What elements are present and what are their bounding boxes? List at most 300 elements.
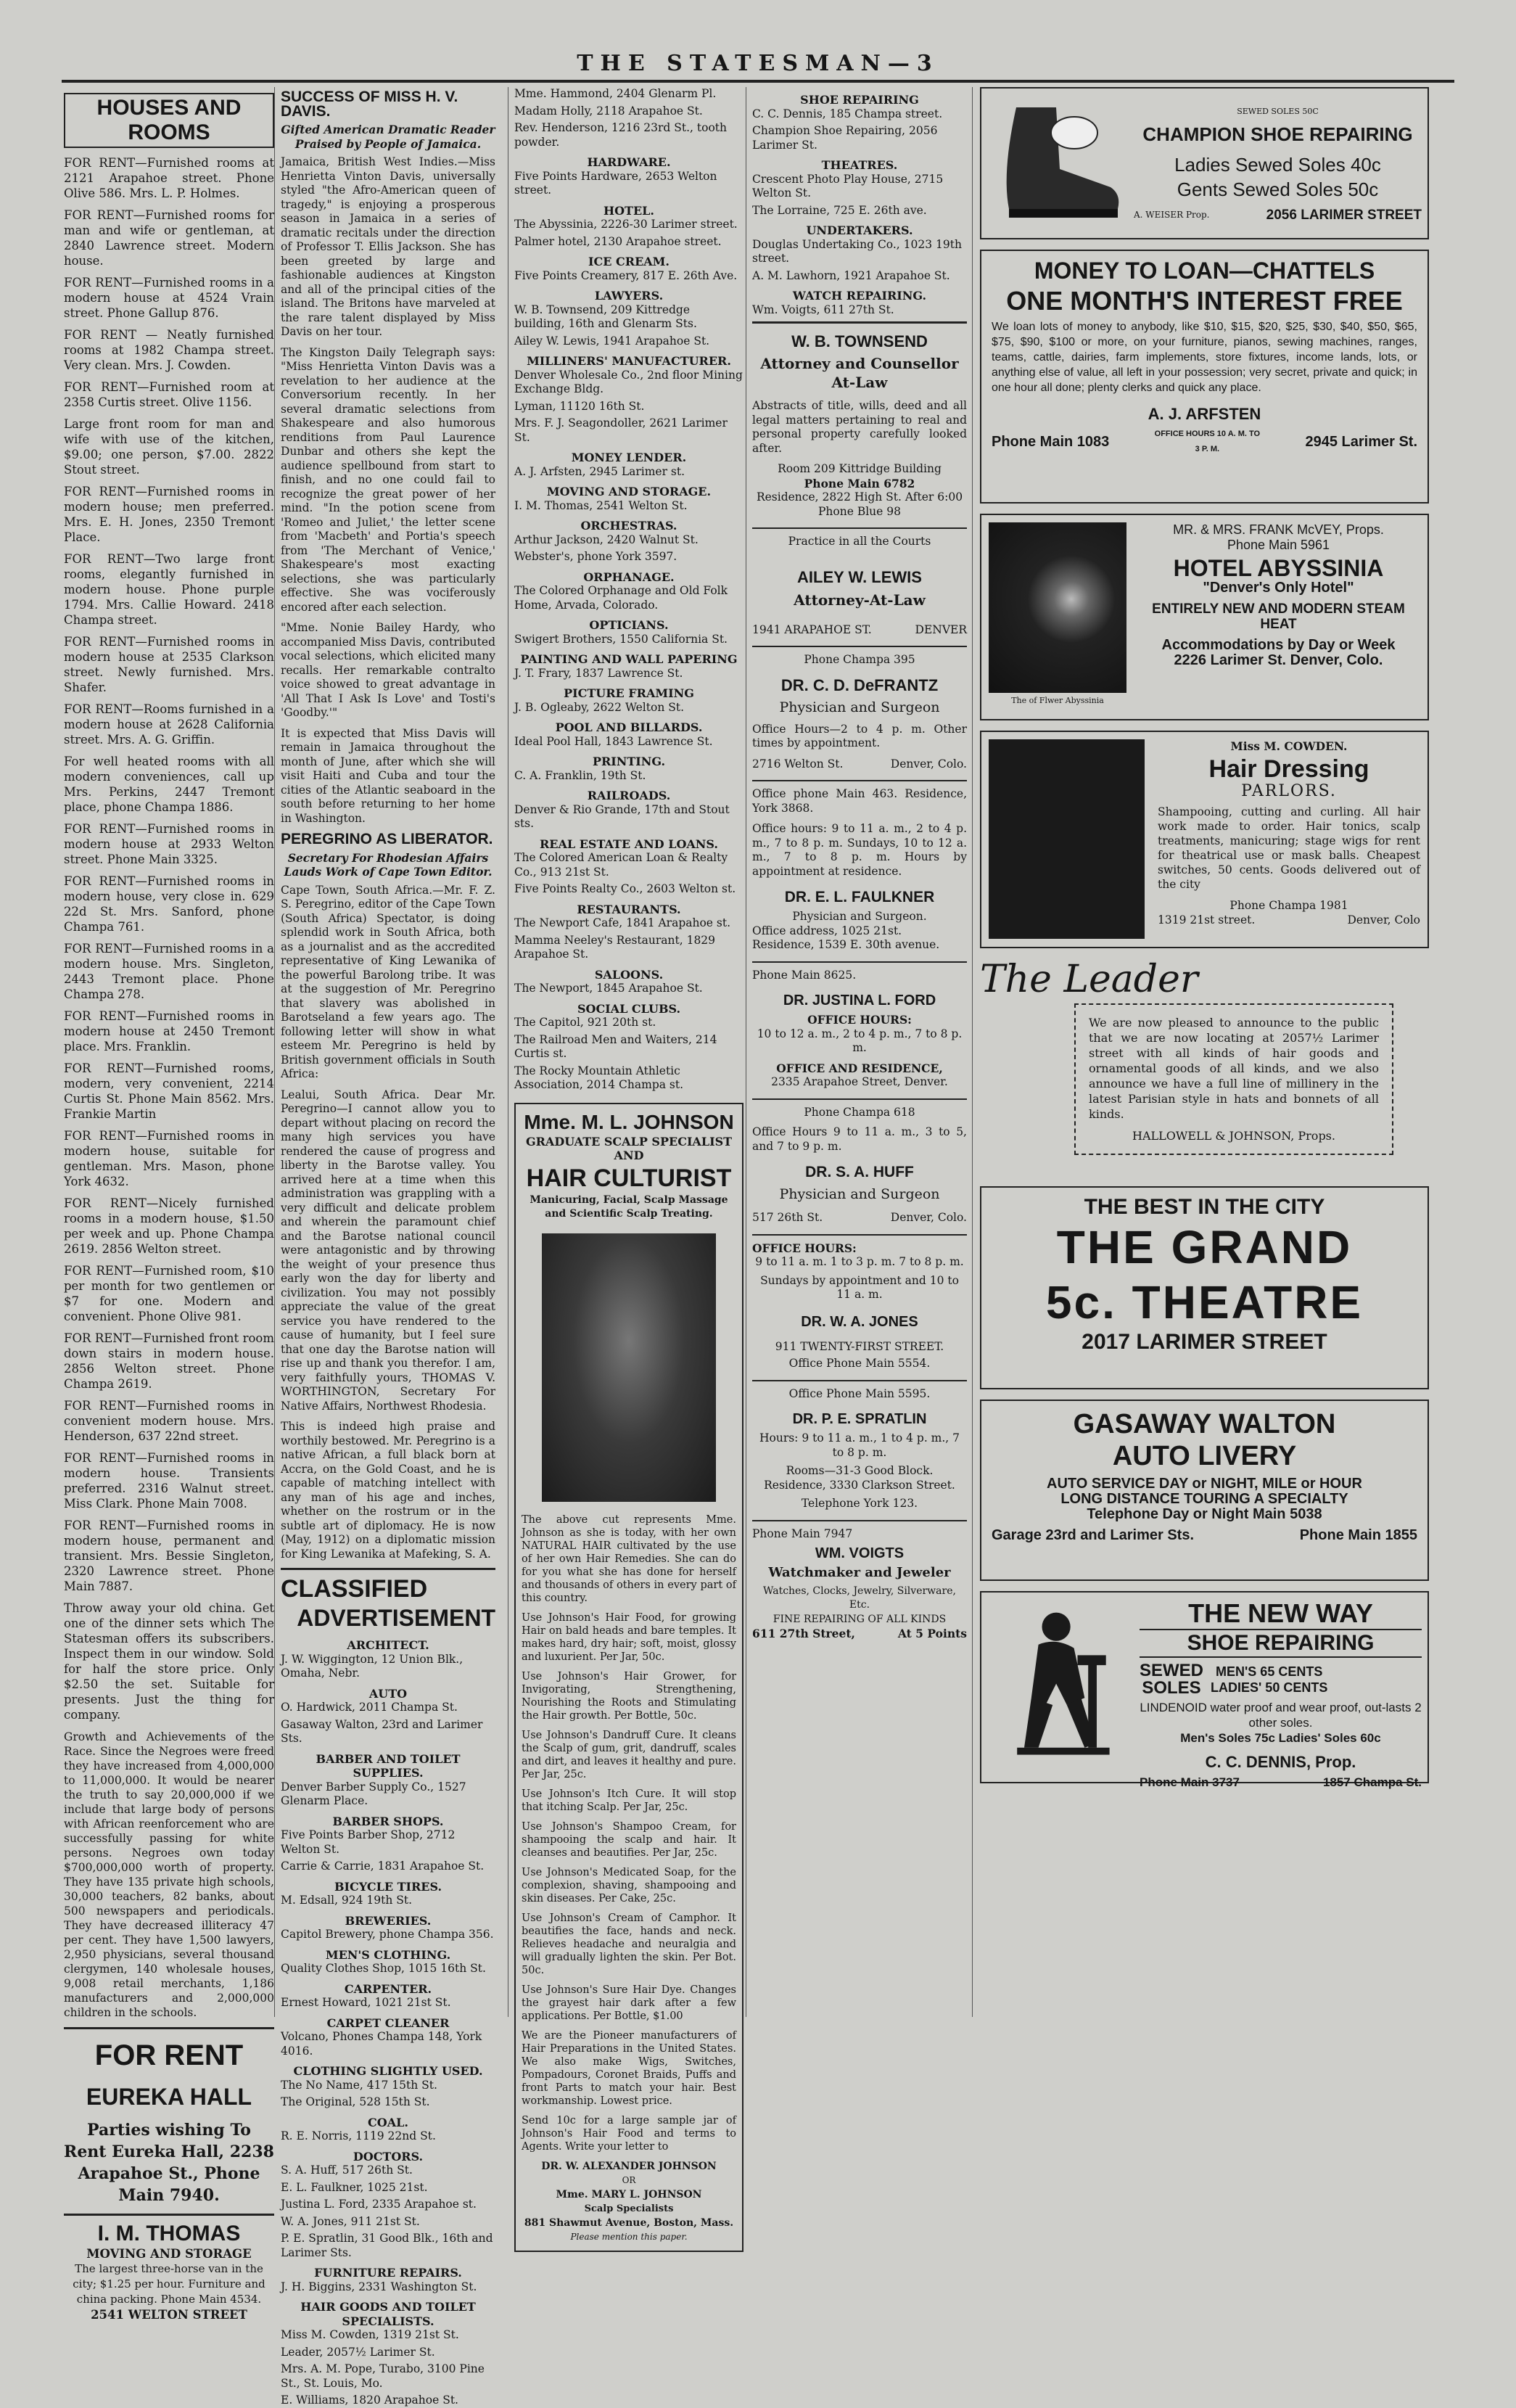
directory-entry: C. A. Franklin, 19th St.: [514, 768, 646, 782]
hotel-heat: ENTIRELY NEW AND MODERN STEAM HEAT: [1152, 601, 1405, 632]
newway-ladies: LADIES' 50 CENTS: [1211, 1680, 1328, 1695]
defrantz-card: [752, 646, 967, 771]
johnson-addr2: OR: [622, 2175, 636, 2185]
directory-entry: Ernest Howard, 1021 21st St.: [281, 1996, 451, 2009]
johnson-paragraph: Send 10c for a large sample jar of Johnson's Hair Food and terms to Agents. Write your letter to: [522, 2114, 736, 2153]
directory-heading: CLOTHING SLIGHTLY USED.: [293, 2064, 483, 2078]
directory-entry: Denver & Rio Grande, 17th and Stout sts.: [514, 802, 730, 830]
spratlin-card: [752, 1380, 967, 1511]
walton-service: AUTO SERVICE DAY or NIGHT, MILE or HOUR: [1047, 1476, 1362, 1492]
directory-heading: SALOONS.: [594, 967, 664, 982]
voigts-at: At 5 Points: [897, 1627, 967, 1640]
jones-sun: Sundays by appointment and 10 to 11 a. m.: [760, 1273, 959, 1301]
classified-directory: [281, 1638, 495, 2408]
directory-entry: The Newport Cafe, 1841 Arapahoe st.: [514, 916, 731, 929]
peregrino-subtitle: Secretary For Rhodesian Affairs Lauds Work of Cape Town Editor.: [284, 850, 493, 879]
directory-entry: Carrie & Carrie, 1831 Arapahoe St.: [281, 1860, 485, 1873]
walton-touring: LONG DISTANCE TOURING A SPECIALTY: [1060, 1491, 1348, 1507]
directory-heading: AUTO: [368, 1686, 408, 1701]
rental-ad: FOR RENT—Furnished room, $10 per month for two gentlemen or $7 for one. Modern and convenient. Phone Olive 981.: [64, 1264, 274, 1323]
rental-ad: FOR RENT—Furnished rooms, modern, very convenient, 2214 Curtis St. Phone Main 8562. Mrs. Frankie Martin: [64, 1061, 274, 1121]
grand-addr: 2017 LARIMER STREET: [1082, 1330, 1327, 1354]
article-paragraph: It is expected that Miss Davis will remain in Jamaica throughout the month of June, after which she will visit Haiti and Cuba and tour the cities of the Atlantic seaboard in the south before returning to her home in Washington.: [281, 726, 495, 825]
defrantz-addr: 2716 Welton St.: [752, 757, 844, 771]
directory-heading: MONEY LENDER.: [571, 451, 687, 464]
directory-entry: The Colored Orphanage and Old Folk Home, Arvada, Colorado.: [514, 584, 728, 612]
walton-phone: Phone Main 1855: [1299, 1527, 1417, 1543]
directory-entry: C. C. Dennis, 185 Champa street.: [752, 107, 943, 120]
jones-name: DR. W. A. JONES: [801, 1313, 918, 1330]
cowden-city: Denver, Colo: [1347, 913, 1420, 926]
huff-hours: Office Hours 9 to 11 a. m., 3 to 5, and 7 to 9 p. m.: [752, 1125, 967, 1153]
johnson-addr6: Please mention this paper.: [570, 2232, 688, 2242]
money-body: We loan lots of money to anybody, like $10, $15, $20, $25, $30, $40, $50, $65, $75, $90, $100 or more, on your furniture, pianos, sewing machines, ranges, teams, cattle, dairies, farm implements, store fixtures, income lands, lots, or anything else of value, all left in your possession; very secret, private and quick; in one hour all done; plenty clerks and quick any place.: [992, 321, 1417, 394]
champion-gents: Gents Sewed Soles 50c: [1177, 178, 1379, 200]
top-rule: [62, 80, 1454, 83]
directory-entry: The Original, 528 15th St.: [281, 2095, 430, 2108]
rental-ad: FOR RENT—Furnished rooms in modern house at 2450 Tremont place. Mrs. Franklin.: [64, 1009, 274, 1053]
directory-entry: Crescent Photo Play House, 2715 Welton St.: [752, 172, 944, 200]
newway-prop: C. C. DENNIS, Prop.: [1205, 1753, 1356, 1771]
money-name: A. J. ARFSTEN: [1148, 405, 1261, 423]
directory-heading: RAILROADS.: [587, 789, 671, 802]
lewis-city: DENVER: [915, 622, 967, 636]
ford-hours: 10 to 12 a. m., 2 to 4 p. m., 7 to 8 p. m.: [757, 1027, 963, 1054]
voigts-addr: 611 27th Street,: [752, 1627, 855, 1640]
rental-ad: FOR RENT—Furnished rooms in modern house. Transients preferred. 2316 Walnut street. Miss Clark. Phone Main 7008.: [64, 1451, 274, 1511]
lewis-name: AILEY W. LEWIS: [797, 567, 922, 586]
eureka-hall-title: EUREKA HALL: [86, 2084, 252, 2110]
directory-entry: The No Name, 417 15th St.: [281, 2078, 437, 2092]
money-title1: MONEY TO LOAN—CHATTELS: [1034, 258, 1375, 284]
voigts-phone: Phone Main 7947: [752, 1526, 853, 1540]
champion-prop: A. WEISER Prop.: [1134, 210, 1210, 220]
directory-heading: MOVING AND STORAGE.: [546, 485, 712, 498]
directory-heading: LAWYERS.: [594, 289, 664, 303]
rental-ad: FOR RENT—Furnished rooms in modern house at 2535 Clarkson street. Newly furnished. Mrs. Shafer.: [64, 635, 274, 694]
column-houses-and-rooms: [64, 87, 274, 2322]
huff-addr: 517 26th St.: [752, 1211, 823, 1224]
cowden-ad: [980, 731, 1429, 948]
johnson-ad: [514, 1103, 743, 2252]
hotel-addr: 2226 Larimer St. Denver, Colo.: [1174, 652, 1383, 668]
faulkner-hours: Office hours: 9 to 11 a. m., 2 to 4 p. m., 7 to 8 p. m. Sundays, 10 to 12 a. m., 7 to 8 p. m. Hours by appointment at residence.: [752, 822, 967, 878]
cowden-sub: PARLORS.: [1241, 782, 1337, 800]
rental-ad: FOR RENT—Furnished rooms at 2121 Arapahoe street. Phone Olive 586. Mrs. L. P. Holmes.: [64, 156, 274, 200]
newway-addr: 1857 Champa St.: [1322, 1775, 1422, 1789]
voigts-fine: FINE REPAIRING OF ALL KINDS: [773, 1613, 947, 1625]
townsend-res: Residence, 2822 High St. After 6:00 Phone Blue 98: [756, 490, 963, 518]
voigts-card: [752, 1520, 967, 1641]
directory-heading: OPTICIANS.: [589, 618, 669, 632]
newway-soles: SOLES: [1142, 1678, 1201, 1698]
advertisement-title: ADVERTISEMENT: [297, 1605, 495, 1631]
directory-entry: Denver Barber Supply Co., 1527 Glenarm Place.: [281, 1780, 466, 1807]
voigts-name: WM. VOIGTS: [815, 1545, 905, 1561]
directory-heading: ARCHITECT.: [347, 1638, 429, 1652]
johnson-addr5: 881 Shawmut Avenue, Boston, Mass.: [524, 2216, 734, 2229]
leader-body: We are now pleased to announce to the public that we are now locating at 2057½ Larimer street with all kinds of hair goods and ornamental goods of all kinds, and we also announce we have a full line of millinery in the latest Parisian style in hats and bonnets of all kinds.: [1089, 1016, 1379, 1121]
directory-heading: BARBER AND TOILET SUPPLIES.: [316, 1751, 461, 1780]
rental-ad: FOR RENT—Furnished rooms in modern house at 2933 Welton street. Phone Main 3325.: [64, 822, 274, 866]
townsend-name: W. B. TOWNSEND: [791, 332, 928, 350]
johnson-paragraph: Use Johnson's Dandruff Cure. It cleans the Scalp of gum, grit, dandruff, scales and dirt, and leaves it healthy and pure. Per Jar, 25c.: [522, 1729, 736, 1780]
peregrino-title: PEREGRINO AS LIBERATOR.: [281, 831, 493, 847]
directory-entry: Rev. Henderson, 1216 23rd St., tooth powder.: [514, 121, 728, 149]
rental-ads: [64, 155, 274, 1722]
johnson-paragraph: The above cut represents Mme. Johnson as she is today, with her own NATURAL HAIR cultivated by the use of her own Hair Remedies. She can do for you what she has done for herself and thousands of others in every part of this country.: [522, 1513, 736, 1604]
johnson-paragraph: Use Johnson's Cream of Camphor. It beautifies the face, hands and neck. Relieves headache and neuralgia and will gradually lighten the skin. Per Bot. 50c.: [522, 1912, 736, 1976]
grand-theatre-ad: [980, 1186, 1429, 1389]
lewis-pre: Practice in all the Courts: [788, 535, 931, 548]
ford-card: [752, 961, 967, 1090]
faulkner-name: DR. E. L. FAULKNER: [784, 889, 935, 905]
directory-entry: M. Edsall, 924 19th St.: [281, 1894, 413, 1907]
directory-entry: Ailey W. Lewis, 1941 Arapahoe St.: [514, 334, 710, 348]
huff-phone: Phone Champa 618: [804, 1105, 915, 1119]
directory-heading: ORCHESTRAS.: [580, 519, 677, 533]
growth-article: Growth and Achievements of the Race. Since the Negroes were freed they have increased from 4,000,000 to 11,000,000. It would be nearer the truth to say 20,000,000 if we include that large body of persons with African reenforcement who are successfully passing for white persons. Negroes own today $700,000,000 worth of property. They have 135 private high schools, 30,000 teachers, 82 banks, about 500 newspapers and periodicals. They have decreased illiteracy 47 per cent. They have 1,500 lawyers, 2,950 physicians, several thousand clergymen, 140 wholesale houses, 9,008 retail merchants, 1,186 manufacturers and 2,000,000 children in the schools.: [64, 1730, 274, 2019]
directory-entry: I. M. Thomas, 2541 Welton St.: [514, 498, 688, 512]
rental-ad: Large front room for man and wife with use of the kitchen, $9.00; one person, $7.00. 2822 Stout street.: [64, 417, 274, 477]
defrantz-city: Denver, Colo.: [890, 757, 967, 771]
directory-entry: Five Points Barber Shop, 2712 Welton St.: [281, 1828, 456, 1856]
directory-heading: ICE CREAM.: [588, 255, 670, 268]
newway-sub: SHOE REPAIRING: [1140, 1629, 1422, 1658]
cowden-phone: Phone Champa 1981: [1229, 899, 1348, 912]
johnson-paragraph: Use Johnson's Medicated Soap, for the complexion, shaving, shampooing and skin diseases. Per Cake, 25c.: [522, 1866, 736, 1904]
directory-entry: W. B. Townsend, 209 Kittredge building, 16th and Glenarm Sts.: [514, 303, 697, 330]
voigts-title: Watchmaker and Jeweler: [768, 1565, 951, 1580]
directory-entry: A. M. Lawhorn, 1921 Arapahoe St.: [752, 268, 950, 282]
directory-heading: UNDERTAKERS.: [806, 223, 913, 237]
directory-heading: HAIR GOODS AND TOILET SPECIALISTS.: [300, 2300, 476, 2328]
ford-hours-head: OFFICE HOURS:: [807, 1013, 912, 1027]
directory-heading: CARPET CLEANER: [326, 2015, 450, 2030]
money-addr: 2945 Larimer St.: [1305, 433, 1417, 450]
jones-addr: 911 TWENTY-FIRST STREET.: [775, 1339, 944, 1353]
money-phone: Phone Main 1083: [992, 433, 1110, 450]
johnson-paragraph: We are the Pioneer manufacturers of Hair Preparations in the United States. We also make Wigs, Switches, Pompadours, Coronet Braids, Puffs and front Parts to match your hair. Best workmanship. Lowest price.: [522, 2029, 736, 2107]
grand-best: THE BEST IN THE CITY: [1084, 1195, 1325, 1219]
johnson-paragraph: Use Johnson's Hair Grower, for Invigorating, Strengthening, Nourishing the Roots and Stimulating the Hair growth. Per Bottle, 50c.: [522, 1670, 736, 1722]
directory-heading: COAL.: [368, 2115, 408, 2129]
thomas-addr: 2541 WELTON STREET: [91, 2308, 247, 2322]
rental-ad: FOR RENT—Furnished rooms in a modern house. Mrs. Singleton, 2443 Tremont place. Phone Champa 278.: [64, 942, 274, 1001]
directory-heading: MILLINERS' MANUFACTURER.: [527, 354, 731, 368]
rental-ad: FOR RENT—Furnished rooms in convenient modern house. Mrs. Henderson, 637 22nd street.: [64, 1399, 274, 1443]
money-hours: OFFICE HOURS 10 A. M. TO 3 P. M.: [1154, 430, 1261, 453]
champion-addr: 2056 LARIMER STREET: [1266, 207, 1422, 223]
voigts-goods: Watches, Clocks, Jewelry, Silverware, Etc.: [763, 1585, 956, 1611]
newway-sewed: SEWED: [1140, 1661, 1204, 1680]
directory-entry: Gasaway Walton, 23rd and Larimer Sts.: [281, 1717, 483, 1745]
directory-heading: CARPENTER.: [344, 1981, 432, 1996]
johnson-paragraph: Use Johnson's Shampoo Cream, for shampooing the scalp and hair. It cleanses and beautifies. Per Jar, 25c.: [522, 1820, 736, 1859]
directory-entry: J. H. Biggins, 2331 Washington St.: [281, 2280, 477, 2293]
johnson-tag1: GRADUATE SCALP SPECIALIST AND: [525, 1134, 733, 1162]
spratlin-name: DR. P. E. SPRATLIN: [792, 1411, 927, 1427]
column-display-ads: [972, 87, 1429, 2017]
directory-heading: PICTURE FRAMING: [564, 686, 694, 700]
directory-entry: J. B. Ogleaby, 2622 Welton St.: [514, 700, 684, 714]
hotel-abyssinia-ad: [980, 514, 1429, 720]
directory-heading: WATCH REPAIRING.: [792, 289, 927, 303]
directory-heading: POOL AND BILLARDS.: [555, 720, 703, 734]
houses-rooms-title: HOUSES AND ROOMS: [64, 93, 274, 148]
huff-title: Physician and Surgeon: [779, 1186, 940, 1202]
directory-heading: PAINTING AND WALL PAPERING: [520, 652, 738, 666]
directory-heading: BARBER SHOPS.: [332, 1814, 444, 1828]
townsend-room: Room 209 Kittridge Building: [778, 462, 942, 475]
directory-entry: Madam Holly, 2118 Arapahoe St.: [514, 104, 703, 118]
johnson-paragraph: Use Johnson's Itch Cure. It will stop that itching Scalp. Per Jar, 25c.: [522, 1788, 736, 1813]
newway-prices: Men's Soles 75c Ladies' Soles 60c: [1180, 1731, 1381, 1745]
newway-men: MEN'S 65 CENTS: [1216, 1664, 1323, 1679]
directory-entry: Mme. Hammond, 2404 Glenarm Pl.: [514, 87, 717, 100]
directory-entry: S. A. Huff, 517 26th St.: [281, 2163, 413, 2177]
walton-tel: Telephone Day or Night Main 5038: [1087, 1506, 1322, 1522]
townsend-card: [752, 321, 967, 519]
directory-entry: Mrs. F. J. Seagondoller, 2621 Larimer St.: [514, 416, 728, 444]
townsend-phone: Phone Main 6782: [804, 476, 915, 490]
leader-ad: [980, 958, 1429, 1176]
directory-entry: Swigert Brothers, 1550 California St.: [514, 632, 728, 646]
johnson-paragraph: Use Johnson's Sure Hair Dye. Changes the grayest hair dark after a few applications. Per Bottle, $1.00: [522, 1984, 736, 2022]
rental-ad: FOR RENT—Furnished rooms in modern house, suitable for gentleman. Mrs. Mason, phone York 4632.: [64, 1129, 274, 1188]
directory-entry: Mrs. A. M. Pope, Turabo, 3100 Pine St., St. Louis, Mo.: [281, 2362, 485, 2390]
faulkner-office: Office address, 1025 21st.: [752, 924, 902, 937]
hotel-accom: Accommodations by Day or Week: [1161, 637, 1396, 653]
jones-card: [752, 1234, 967, 1371]
column-directory-johnson: [508, 87, 743, 2242]
rental-ad: FOR RENT—Furnished rooms in modern house, very close in. 629 22d St. Mrs. Sanford, phone Champa 761.: [64, 874, 274, 934]
thomas-name: I. M. THOMAS: [97, 2222, 241, 2245]
spratlin-hours: Hours: 9 to 11 a. m., 1 to 4 p. m., 7 to 8 p. m.: [759, 1431, 960, 1459]
rental-ad: FOR RENT — Neatly furnished rooms at 1982 Champa street. Very clean. Mrs. J. Cowden.: [64, 328, 274, 372]
leader-props: HALLOWELL & JOHNSON, Props.: [1132, 1129, 1335, 1143]
directory-entry: Champion Shoe Repairing, 2056 Larimer St.: [752, 124, 938, 152]
directory-entry: Five Points Hardware, 2653 Welton street.: [514, 169, 717, 197]
rental-ad: FOR RENT—Furnished rooms in modern house; men preferred. Mrs. E. H. Jones, 2350 Tremont Place.: [64, 485, 274, 544]
directory-heading: FURNITURE REPAIRS.: [314, 2266, 462, 2280]
huff-name: DR. S. A. HUFF: [805, 1164, 914, 1180]
faulkner-res: Residence, 1539 E. 30th avenue.: [752, 938, 940, 951]
cowden-body: Shampooing, cutting and curling. All hair work made to order. Hair tonics, scalp treatments, manicuring; stage wigs for rent for theatrical use or mask balls. Cheapest switches, 50 cents. Goods delivered out of the city: [1158, 805, 1420, 891]
directory-heading: THEATRES.: [821, 158, 898, 172]
article-paragraph: "Mme. Nonie Bailey Hardy, who accompanied Miss Davis, contributed vocal selections, which elicited many recalls. Her remarkable contralto voice showed to great advantage in 'All That I Ask Is Love' and Tosti's 'Goodby.'": [281, 621, 495, 719]
directory-heading: MEN'S CLOTHING.: [325, 1947, 451, 1962]
cowden-title: Hair Dressing: [1208, 755, 1369, 783]
faulkner-pre: Office phone Main 463. Residence, York 3868.: [752, 787, 967, 815]
rental-ad: FOR RENT—Furnished rooms for man and wife or gentleman, at 2840 Lawrence street. Modern house.: [64, 208, 274, 268]
leader-title: The Leader: [980, 958, 1198, 1001]
defrantz-name: DR. C. D. DeFRANTZ: [780, 675, 939, 694]
peregrino-article: [281, 884, 495, 1562]
hotel-name: HOTEL ABYSSINIA: [1173, 555, 1384, 581]
directory-entry: Mamma Neeley's Restaurant, 1829 Arapahoe St.: [514, 933, 716, 961]
directory-heading: RESTAURANTS.: [577, 902, 681, 916]
business-directory: [514, 155, 743, 1093]
directory-heading: PRINTING.: [592, 755, 666, 768]
thomas-ad: [64, 2216, 274, 2322]
ford-name: DR. JUSTINA L. FORD: [783, 993, 936, 1008]
eureka-body: Parties wishing To Rent Eureka Hall, 2238 Arapahoe St., Phone Main 7940.: [64, 2121, 274, 2205]
money-title2: ONE MONTH'S INTEREST FREE: [1006, 286, 1403, 316]
cobbler-icon: [987, 1598, 1132, 1776]
rental-ad: FOR RENT—Two large front rooms, elegantly furnished in modern house. Phone purple 1794. Mrs. Callie Howard. 2418 Champa street.: [64, 552, 274, 627]
boot-icon: [987, 100, 1125, 227]
newway-body: LINDENOID water proof and wear proof, out-lasts 2 other soles.: [1140, 1701, 1422, 1730]
townsend-title: Attorney and Counsellor At-Law: [760, 355, 959, 391]
walton-garage: Garage 23rd and Larimer Sts.: [992, 1527, 1195, 1543]
rental-ad: FOR RENT—Rooms furnished in a modern house at 2628 California street. Mrs. A. G. Griffin.: [64, 702, 274, 747]
directory-entry: The Capitol, 921 20th st.: [514, 1016, 656, 1029]
walton-name: GASAWAY WALTON: [1073, 1409, 1336, 1439]
directory-heading: SOCIAL CLUBS.: [577, 1001, 681, 1016]
hotel-caption: The of Flwer Abyssinia: [1011, 696, 1104, 705]
directory-heading: BICYCLE TIRES.: [334, 1879, 442, 1894]
spratlin-res: Residence, 3330 Clarkson Street.: [764, 1478, 955, 1492]
johnson-portrait: [542, 1233, 716, 1502]
hotel-photo: [989, 522, 1126, 693]
walton-livery-ad: [980, 1400, 1429, 1581]
directory-entry: Volcano, Phones Champa 148, York 4016.: [281, 2030, 482, 2058]
column-professional-cards: [746, 87, 967, 2017]
rental-ad: FOR RENT—Furnished room at 2358 Curtis street. Olive 1156.: [64, 380, 274, 409]
classified-header: [281, 1568, 495, 1632]
article-paragraph: This is indeed high praise and worthily bestowed. Mr. Peregrino is a native African, a full black born at Accra, on the Gold Coast, and he is capable of matching intellect with any man of his age and inches, whether on the rostrum or in the subtle art of diplomacy. He is now (May, 1912) on a diplomatic mission for King Lewanika at Mafeking, S. A.: [281, 1420, 495, 1561]
defrantz-hours: Office Hours—2 to 4 p. m. Other times by appointment.: [752, 722, 967, 749]
directory-entry: Webster's, phone York 3597.: [514, 550, 677, 563]
spratlin-tel: Telephone York 123.: [801, 1497, 918, 1510]
davis-article: [281, 155, 495, 826]
directory-entry: Leader, 2057½ Larimer St.: [281, 2345, 435, 2359]
jones-phone: Office Phone Main 5554.: [788, 1357, 931, 1370]
directory-entry: O. Hardwick, 2011 Champa St.: [281, 1701, 458, 1714]
new-way-shoe-ad: [980, 1591, 1429, 1789]
walton-livery: AUTO LIVERY: [1112, 1441, 1297, 1471]
directory-heading: ORPHANAGE.: [583, 570, 675, 584]
davis-subtitle: Gifted American Dramatic Reader Praised by People of Jamaica.: [281, 123, 495, 151]
faulkner-title: Physician and Surgeon.: [792, 910, 927, 923]
rental-ad: Throw away your old china. Get one of the dinner sets which The Statesman offers its subscribers. Inspect them in our window. Sold for half the store price. Only $2.50 the set. Suitable for presents. Just the thing for company.: [64, 1601, 274, 1722]
directory-entry: Five Points Realty Co., 2603 Welton st.: [514, 882, 736, 895]
article-paragraph: Cape Town, South Africa.—Mr. F. Z. S. Peregrino, editor of the Cape Town (South Africa) Spectator, is doing splendid work in South Africa, both as a journalist and as the accredited representative of King Lewanika of the powerful Barolong tribe. It was at the suggestion of Mr. Peregrino that slavery was abolished in Barotseland a few years ago. The following letter will show in what esteem Mr. Peregrino is held by British government officials in South Africa:: [281, 883, 495, 1080]
directory-entry: The Colored American Loan & Realty Co., 913 21st St.: [514, 851, 728, 879]
faulkner-card: [752, 780, 967, 953]
defrantz-phone: Phone Champa 395: [804, 653, 915, 666]
directory-entry: Douglas Undertaking Co., 1023 19th street.: [752, 237, 962, 265]
directory-entry: The Lorraine, 725 E. 26th ave.: [752, 203, 927, 217]
classified-title: CLASSIFIED: [281, 1575, 428, 1603]
johnson-addr1: DR. W. ALEXANDER JOHNSON: [541, 2160, 717, 2172]
jones-hours-head: OFFICE HOURS:: [752, 1241, 857, 1255]
champion-badge: SEWED SOLES 50C: [1237, 107, 1319, 116]
rental-ad: FOR RENT—Nicely furnished rooms in a modern house, $1.50 per week and up. Phone Champa 2619. 2856 Welton street.: [64, 1196, 274, 1256]
article-paragraph: The Kingston Daily Telegraph says: "Miss Henrietta Vinton Davis was a revelation to her audience at the Conversorium recently. In her several dramatic selections from Shakespeare and also humorous renditions from Paul Laurence Dunbar and others she kept the audience spellbound from start to finish, and no one could fail to recognize the great power of her mind. "In the potion scene from 'Romeo and Juliet,' the letter scene from 'Macbeth' and Portia's speech from 'The Merchant of Venice,' Shakespeare's most exacting selections, she was particularly effective. She was vociferously encored after each selection.: [281, 345, 495, 614]
grand-name: THE GRAND: [1056, 1221, 1353, 1273]
directory-entry: Denver Wholesale Co., 2nd floor Mining Exchange Bldg.: [514, 368, 743, 395]
directory-entry: Capitol Brewery, phone Champa 356.: [281, 1928, 494, 1941]
directory-entry: E. Williams, 1820 Arapahoe St.: [281, 2393, 458, 2407]
champion-ladies: Ladies Sewed Soles 40c: [1174, 154, 1381, 176]
spratlin-rooms: Rooms—31-3 Good Block.: [786, 1464, 934, 1477]
jones-hours: 9 to 11 a. m. 1 to 3 p. m. 7 to 8 p. m.: [755, 1255, 964, 1268]
directory-entry: J. T. Frary, 1837 Lawrence St.: [514, 666, 683, 680]
hotel-phone: Phone Main 5961: [1227, 538, 1330, 552]
ford-addr: 2335 Arapahoe Street, Denver.: [771, 1075, 948, 1088]
article-paragraph: Lealui, South Africa. Dear Mr. Peregrino—I cannot allow you to depart without placing on record the many high services you have rendered the cause of progress and liberty in the Barotse valley. You arrived here at a time when this administration was grappling with a very difficult and delicate problem and wherein the paramount chief and the Barotse national council were antagonistic and by throwing the weight of your presence thus early won the day for liberty and civilization. You may not possibly appreciate the value of the great service you have rendered to the cause of humanity, but I feel sure that one day the Barotse nation will rise up and thank you therefor. I am, very faithfully yours, THOMAS V. WORTHINGTON, Secretary For Native Affairs, Northwest Rhodesia.: [281, 1088, 495, 1413]
johnson-addr4: Scalp Specialists: [584, 2203, 674, 2214]
johnson-addr3: Mme. MARY L. JOHNSON: [556, 2188, 702, 2201]
directory-entry: Wm. Voigts, 611 27th St.: [752, 303, 894, 316]
directory-heading: DOCTORS.: [353, 2149, 424, 2163]
directory-entry: W. A. Jones, 911 21st St.: [281, 2214, 420, 2228]
newway-title: THE NEW WAY: [1188, 1598, 1373, 1628]
davis-title: SUCCESS OF MISS H. V. DAVIS.: [281, 89, 458, 120]
huff-card: [752, 1098, 967, 1225]
champion-title: CHAMPION SHOE REPAIRING: [1142, 123, 1413, 145]
directory-entry: Miss M. Cowden, 1319 21st St.: [281, 2328, 459, 2341]
directory-entry: E. L. Faulkner, 1025 21st.: [281, 2180, 428, 2194]
directory-entry: The Abyssinia, 2226-30 Larimer street.: [514, 218, 738, 231]
directory-entry: Quality Clothes Shop, 1015 16th St.: [281, 1962, 486, 1975]
champion-shoe-ad: [980, 87, 1429, 239]
directory-entry: Ideal Pool Hall, 1843 Lawrence St.: [514, 734, 713, 748]
lewis-title: Attorney-At-Law: [794, 591, 926, 609]
cowden-photo: [989, 739, 1145, 939]
hotel-props: MR. & MRS. FRANK McVEY, Props.: [1173, 522, 1384, 537]
cowden-name: Miss M. COWDEN.: [1230, 739, 1348, 753]
directory-heading: REAL ESTATE AND LOANS.: [540, 837, 718, 851]
directory-continued: [752, 93, 967, 317]
directory-entry: P. E. Spratlin, 31 Good Blk., 16th and Larimer Sts.: [281, 2232, 493, 2259]
cowden-addr: 1319 21st street.: [1158, 913, 1256, 926]
lewis-card: [752, 527, 967, 637]
eureka-for-rent: FOR RENT: [94, 2039, 244, 2071]
directory-entry: Palmer hotel, 2130 Arapahoe street.: [514, 234, 722, 248]
hair-goods-continued: [514, 87, 743, 149]
spratlin-phone: Office Phone Main 5595.: [788, 1386, 931, 1400]
johnson-tag3: Manicuring, Facial, Scalp Massage and Scientific Scalp Treating.: [530, 1193, 728, 1220]
directory-entry: J. W. Wiggington, 12 Union Blk., Omaha, Nebr.: [281, 1652, 464, 1680]
directory-entry: A. J. Arfsten, 2945 Larimer st.: [514, 464, 685, 478]
lewis-addr: 1941 ARAPAHOE ST.: [752, 622, 872, 636]
directory-entry: Five Points Creamery, 817 E. 26th Ave.: [514, 268, 738, 282]
rental-ad: FOR RENT—Furnished rooms in modern house, permanent and transient. Mrs. Bessie Singleton, 2320 Lawrence street. Phone Main 7887.: [64, 1519, 274, 1593]
townsend-body: Abstracts of title, wills, deed and all legal matters pertaining to real and personal property carefully looked after.: [752, 399, 967, 455]
article-paragraph: Jamaica, British West Indies.—Miss Henrietta Vinton Davis, universally styled "the Afro-American queen of tragedy," is enjoying a prosperous season in Jamaica in a series of dramatic recitals under the direction of Professor T. Ellis Jackson. She has been greeted by large and fashionable audiences at Kingston and all of the principal cities of the island. The Britons have marveled at the rare talent displayed by Miss Davis on her tour.: [281, 155, 495, 338]
thomas-sub: MOVING AND STORAGE: [86, 2247, 252, 2261]
directory-entry: The Rocky Mountain Athletic Association, 2014 Champa st.: [514, 1064, 684, 1091]
directory-entry: The Railroad Men and Waiters, 214 Curtis st.: [514, 1032, 717, 1060]
directory-entry: Lyman, 11120 16th St.: [514, 399, 645, 413]
directory-entry: Arthur Jackson, 2420 Walnut St.: [514, 533, 699, 546]
directory-heading: HOTEL.: [603, 203, 654, 218]
huff-city: Denver, Colo.: [890, 1211, 967, 1224]
masthead: THE STATESMAN—3: [577, 51, 939, 76]
directory-entry: The Newport, 1845 Arapahoe St.: [514, 982, 703, 995]
johnson-name: Mme. M. L. JOHNSON: [524, 1110, 734, 1133]
directory-heading: BREWERIES.: [345, 1913, 432, 1928]
directory-entry: R. E. Norris, 1119 22nd St.: [281, 2129, 436, 2142]
defrantz-title: Physician and Surgeon: [779, 699, 940, 715]
eureka-hall-ad: [64, 2027, 274, 2216]
ford-phone: Phone Main 8625.: [752, 968, 857, 982]
johnson-body: [522, 1513, 736, 2153]
directory-heading: SHOE REPAIRING: [800, 93, 919, 107]
